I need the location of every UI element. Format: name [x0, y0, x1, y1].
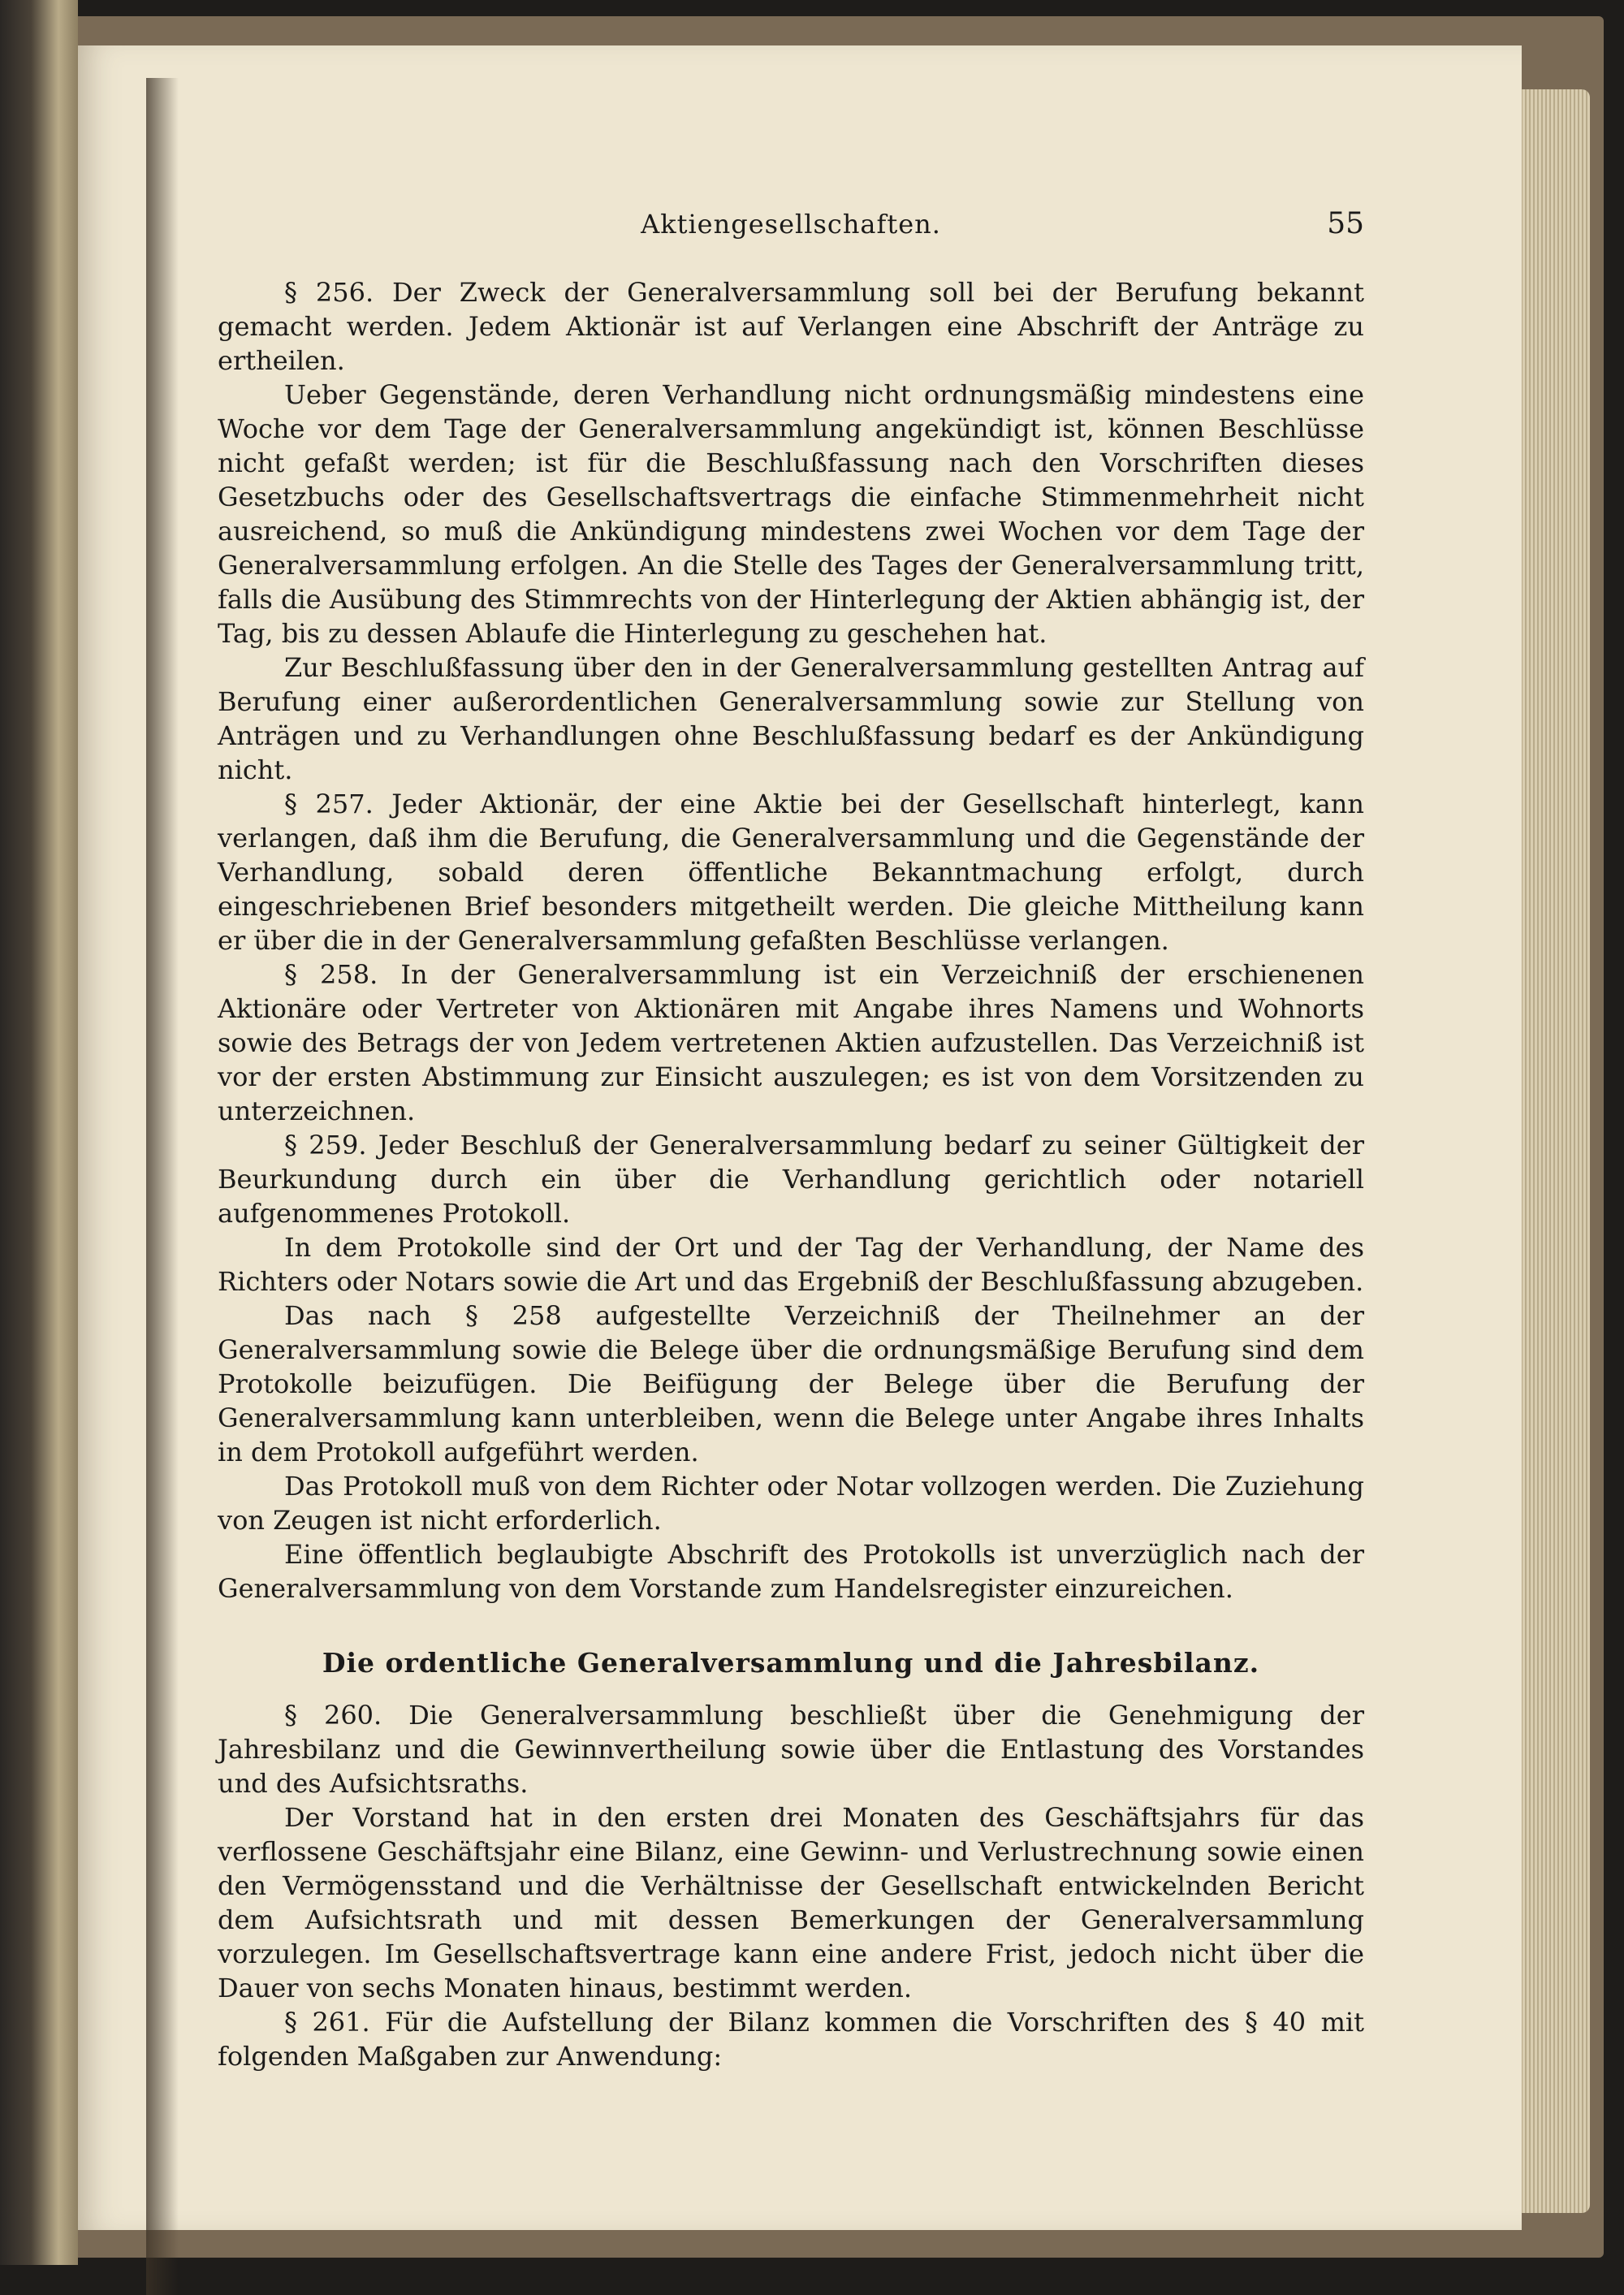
page-number: 55	[1327, 207, 1364, 240]
left-page-edge	[0, 0, 78, 2265]
paragraph-258: § 258. In der Generalversammlung ist ein Verzeichniß der erschienenen Aktionäre oder Vertreter von Aktionären mit Angabe ihres Namens und Wohnorts sowie des Betrags der von Jedem vertretenen Aktien aufzustellen. Das Verzeichniß ist vor der ersten Abstimmung zur Einsicht auszulegen; es ist von dem Vorsitzenden zu unterzeichnen.	[218, 959, 1364, 1126]
paragraph-259-e: Eine öffentlich beglaubigte Abschrift des Protokolls ist unverzüglich nach der Generalversammlung von dem Vorstande zum Handelsregister einzureichen.	[218, 1539, 1364, 1604]
running-head	[218, 204, 1364, 253]
paragraph-260: § 260. Die Generalversammlung beschließt über die Genehmigung der Jahresbilanz und die Gewinnvertheilung sowie über die Entlastung des Vorstandes und des Aufsichtsraths.	[218, 1700, 1364, 1799]
paragraph-261: § 261. Für die Aufstellung der Bilanz kommen die Vorschriften des § 40 mit folgenden Maßgaben zur Anwendung:	[218, 2007, 1364, 2072]
paragraph-259-b: In dem Protokolle sind der Ort und der Tag der Verhandlung, der Name des Richters oder Notars sowie die Art und das Ergebniß der Beschlußfassung abzugeben.	[218, 1232, 1364, 1297]
paragraph-260-b: Der Vorstand hat in den ersten drei Monaten des Geschäftsjahrs für das verflossene Geschäftsjahr eine Bilanz, eine Gewinn- und Verlustrechnung sowie einen den Vermögensstand und die Verhältnisse der Gesellschaft entwickelnden Bericht dem Aufsichtsrath und mit dessen Bemerkungen der Generalversammlung vorzulegen. Im Gesellschaftsvertrage kann eine andere Frist, jedoch nicht über die Dauer von sechs Monaten hinaus, bestimmt werden.	[218, 1802, 1364, 2003]
paragraph-256: § 256. Der Zweck der Generalversammlung soll bei der Berufung bekannt gemacht werden. Jedem Aktionär ist auf Verlangen eine Abschrift der Anträge zu ertheilen.	[218, 277, 1364, 376]
paragraph-259-d: Das Protokoll muß von dem Richter oder Notar vollzogen werden. Die Zuziehung von Zeugen ist nicht erforderlich.	[218, 1471, 1364, 1536]
paragraph-259-c: Das nach § 258 aufgestellte Verzeichniß der Theilnehmer an der Generalversammlung sowie die Belege über die ordnungsmäßige Berufung sind dem Protokolle beizufügen. Die Beifügung der Belege über die Berufung der Generalversammlung kann unterbleiben, wenn die Belege unter Angabe ihres Inhalts in dem Protokoll aufgeführt werden.	[218, 1300, 1364, 1467]
spine-shadow	[146, 78, 179, 2295]
running-title: Aktiengesellschaften.	[641, 209, 941, 240]
text-area	[218, 204, 1364, 2073]
paragraph-256-c: Zur Beschlußfassung über den in der Generalversammlung gestellten Antrag auf Berufung einer außerordentlichen Generalversammlung sowie zur Stellung von Anträgen und zu Verhandlungen ohne Beschlußfassung bedarf es der Ankündigung nicht.	[218, 652, 1364, 785]
page-block-edge	[1510, 89, 1590, 2213]
paragraph-257: § 257. Jeder Aktionär, der eine Aktie bei der Gesellschaft hinterlegt, kann verlangen, daß ihm die Berufung, die Generalversammlung und die Gegenstände der Verhandlung, sobald deren öffentliche Bekanntmachung erfolgt, durch eingeschriebenen Brief besonders mitgetheilt werden. Die gleiche Mittheilung kann er über die in der Generalversammlung gefaßten Beschlüsse verlangen.	[218, 789, 1364, 956]
book-page	[78, 45, 1522, 2230]
paragraph-259: § 259. Jeder Beschluß der Generalversammlung bedarf zu seiner Gültigkeit der Beurkundung durch ein über die Verhandlung gerichtlich oder notariell aufgenommenes Protokoll.	[218, 1130, 1364, 1229]
section-heading: Die ordentliche Generalversammlung und die Jahresbilanz.	[322, 1647, 1260, 1679]
paragraph-256-b: Ueber Gegenstände, deren Verhandlung nicht ordnungsmäßig mindestens eine Woche vor dem Tage der Generalversammlung angekündigt ist, können Beschlüsse nicht gefaßt werden; ist für die Beschlußfassung nach den Vorschriften dieses Gesetzbuchs oder des Gesellschaftsvertrags die einfache Stimmenmehrheit nicht ausreichend, so muß die Ankündigung mindestens zwei Wochen vor dem Tage der Generalversammlung erfolgen. An die Stelle des Tages der Generalversammlung tritt, falls die Ausübung des Stimmrechts von der Hinterlegung der Aktien abhängig ist, der Tag, bis zu dessen Ablaufe die Hinterlegung zu geschehen hat.	[218, 379, 1364, 649]
